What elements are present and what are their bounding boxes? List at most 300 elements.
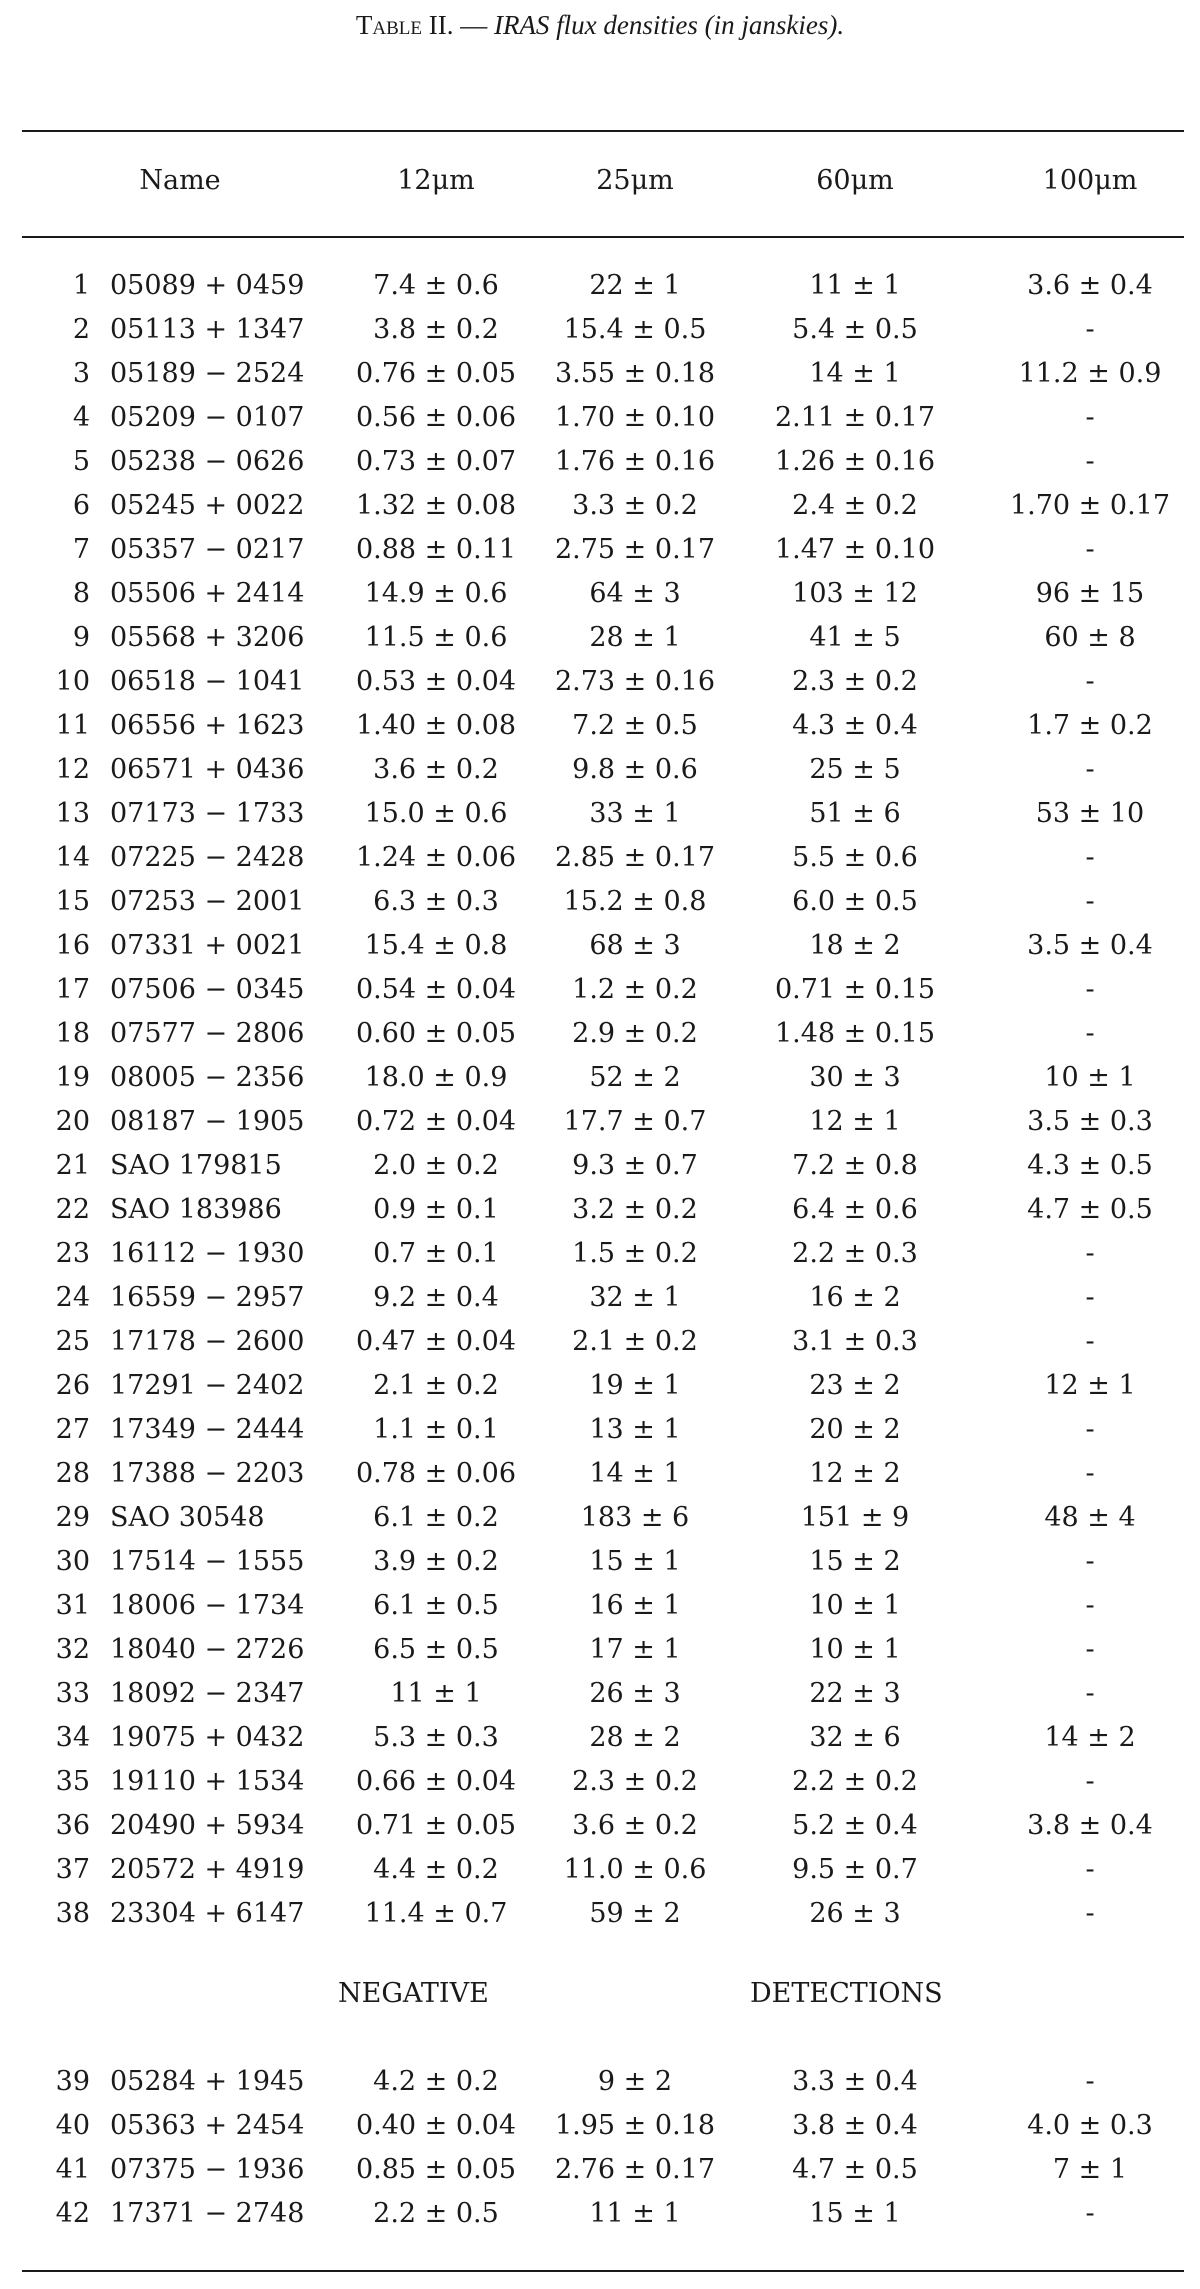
- source-name: 07577 − 2806: [110, 1018, 305, 1049]
- source-name: 05506 + 2414: [110, 578, 305, 609]
- flux-25um: 13 ± 1: [589, 1414, 681, 1445]
- table-row: [0, 1810, 1200, 1850]
- flux-60um: 30 ± 3: [809, 1062, 901, 1093]
- flux-25um: 19 ± 1: [589, 1370, 681, 1401]
- row-number: 32: [55, 1634, 90, 1665]
- source-name: 17291 − 2402: [110, 1370, 305, 1401]
- row-number: 29: [55, 1502, 90, 1533]
- flux-12um: 1.32 ± 0.08: [355, 490, 517, 521]
- flux-100um: -: [1085, 2066, 1095, 2097]
- flux-100um: 1.70 ± 0.17: [1009, 490, 1171, 521]
- table-row: [0, 1370, 1200, 1410]
- flux-100um: -: [1085, 754, 1095, 785]
- flux-12um: 0.76 ± 0.05: [355, 358, 517, 389]
- flux-60um: 18 ± 2: [809, 930, 901, 961]
- flux-60um: 3.8 ± 0.4: [792, 2110, 918, 2141]
- flux-60um: 5.5 ± 0.6: [792, 842, 918, 873]
- row-number: 36: [55, 1810, 90, 1841]
- flux-25um: 28 ± 2: [589, 1722, 681, 1753]
- flux-60um: 2.3 ± 0.2: [792, 666, 918, 697]
- source-name: 07253 − 2001: [110, 886, 305, 917]
- source-name: 05238 − 0626: [110, 446, 305, 477]
- flux-60um: 23 ± 2: [809, 1370, 901, 1401]
- flux-100um: 7 ± 1: [1052, 2154, 1128, 2185]
- flux-25um: 2.9 ± 0.2: [572, 1018, 698, 1049]
- flux-60um: 2.2 ± 0.3: [792, 1238, 918, 1269]
- source-name: 05189 − 2524: [110, 358, 305, 389]
- flux-60um: 32 ± 6: [809, 1722, 901, 1753]
- flux-60um: 12 ± 2: [809, 1458, 901, 1489]
- table-row: [0, 710, 1200, 750]
- source-name: 05245 + 0022: [110, 490, 305, 521]
- header-60um: 60μm: [816, 165, 894, 196]
- flux-60um: 5.2 ± 0.4: [792, 1810, 918, 1841]
- table-row: [0, 1678, 1200, 1718]
- flux-25um: 22 ± 1: [589, 270, 681, 301]
- row-number: 21: [55, 1150, 90, 1181]
- flux-25um: 1.76 ± 0.16: [554, 446, 716, 477]
- flux-12um: 2.0 ± 0.2: [373, 1150, 499, 1181]
- flux-12um: 15.0 ± 0.6: [364, 798, 508, 829]
- row-number: 33: [55, 1678, 90, 1709]
- flux-60um: 2.2 ± 0.2: [792, 1766, 918, 1797]
- flux-100um: -: [1085, 1766, 1095, 1797]
- flux-12um: 6.3 ± 0.3: [373, 886, 499, 917]
- flux-25um: 14 ± 1: [589, 1458, 681, 1489]
- flux-12um: 3.6 ± 0.2: [373, 754, 499, 785]
- source-name: 05089 + 0459: [110, 270, 305, 301]
- source-name: 20572 + 4919: [110, 1854, 305, 1885]
- flux-100um: 4.0 ± 0.3: [1027, 2110, 1153, 2141]
- flux-25um: 26 ± 3: [589, 1678, 681, 1709]
- flux-100um: 12 ± 1: [1044, 1370, 1136, 1401]
- flux-60um: 26 ± 3: [809, 1898, 901, 1929]
- flux-60um: 4.3 ± 0.4: [792, 710, 918, 741]
- flux-25um: 3.6 ± 0.2: [572, 1810, 698, 1841]
- flux-25um: 7.2 ± 0.5: [572, 710, 698, 741]
- flux-12um: 7.4 ± 0.6: [373, 270, 499, 301]
- table-label: Table II.: [355, 10, 454, 40]
- flux-100um: 96 ± 15: [1035, 578, 1145, 609]
- source-name: 05568 + 3206: [110, 622, 305, 653]
- flux-12um: 4.2 ± 0.2: [373, 2066, 499, 2097]
- row-number: 38: [55, 1898, 90, 1929]
- flux-60um: 11 ± 1: [809, 270, 901, 301]
- flux-100um: -: [1085, 666, 1095, 697]
- source-name: 19075 + 0432: [110, 1722, 305, 1753]
- flux-60um: 12 ± 1: [809, 1106, 901, 1137]
- flux-12um: 0.9 ± 0.1: [373, 1194, 499, 1225]
- flux-100um: -: [1085, 402, 1095, 433]
- source-name: 23304 + 6147: [110, 1898, 305, 1929]
- flux-25um: 17 ± 1: [589, 1634, 681, 1665]
- flux-25um: 33 ± 1: [589, 798, 681, 829]
- flux-100um: 4.3 ± 0.5: [1027, 1150, 1153, 1181]
- table-caption: [0, 10, 1200, 41]
- table-row: [0, 622, 1200, 662]
- flux-25um: 9.3 ± 0.7: [572, 1150, 698, 1181]
- flux-12um: 0.88 ± 0.11: [355, 534, 517, 565]
- row-number: 35: [55, 1766, 90, 1797]
- flux-100um: -: [1085, 1238, 1095, 1269]
- flux-25um: 2.76 ± 0.17: [554, 2154, 716, 2185]
- flux-12um: 0.54 ± 0.04: [355, 974, 517, 1005]
- flux-100um: -: [1085, 1898, 1095, 1929]
- flux-12um: 0.66 ± 0.04: [355, 1766, 517, 1797]
- flux-25um: 1.70 ± 0.10: [554, 402, 716, 433]
- source-name: 07173 − 1733: [110, 798, 305, 829]
- flux-12um: 1.1 ± 0.1: [373, 1414, 499, 1445]
- flux-60um: 5.4 ± 0.5: [792, 314, 918, 345]
- source-name: 07375 − 1936: [110, 2154, 305, 2185]
- flux-60um: 6.4 ± 0.6: [792, 1194, 918, 1225]
- flux-12um: 0.47 ± 0.04: [355, 1326, 517, 1357]
- table-row: [0, 974, 1200, 1014]
- row-number: 10: [55, 666, 90, 697]
- table-row: [0, 842, 1200, 882]
- flux-60um: 41 ± 5: [809, 622, 901, 653]
- table-row: [0, 1106, 1200, 1146]
- flux-100um: -: [1085, 1634, 1095, 1665]
- flux-12um: 6.5 ± 0.5: [373, 1634, 499, 1665]
- flux-12um: 11.5 ± 0.6: [364, 622, 508, 653]
- row-number: 11: [55, 710, 90, 741]
- source-name: 19110 + 1534: [110, 1766, 305, 1797]
- flux-25um: 3.55 ± 0.18: [554, 358, 716, 389]
- flux-60um: 4.7 ± 0.5: [792, 2154, 918, 2185]
- flux-100um: 4.7 ± 0.5: [1027, 1194, 1153, 1225]
- source-name: 08005 − 2356: [110, 1062, 305, 1093]
- flux-60um: 3.1 ± 0.3: [792, 1326, 918, 1357]
- flux-25um: 68 ± 3: [589, 930, 681, 961]
- source-name: 17349 − 2444: [110, 1414, 305, 1445]
- flux-100um: 3.6 ± 0.4: [1027, 270, 1153, 301]
- row-number: 19: [55, 1062, 90, 1093]
- flux-12um: 18.0 ± 0.9: [364, 1062, 508, 1093]
- header-25um: 25μm: [596, 165, 674, 196]
- row-number: 5: [72, 446, 90, 477]
- flux-60um: 14 ± 1: [809, 358, 901, 389]
- source-name: 06518 − 1041: [110, 666, 305, 697]
- table-row: [0, 578, 1200, 618]
- flux-100um: -: [1085, 314, 1095, 345]
- source-name: 05357 − 0217: [110, 534, 305, 565]
- table-row: [0, 534, 1200, 574]
- flux-60um: 1.48 ± 0.15: [774, 1018, 936, 1049]
- source-name: 18040 − 2726: [110, 1634, 305, 1665]
- flux-12um: 0.71 ± 0.05: [355, 1810, 517, 1841]
- flux-100um: 3.8 ± 0.4: [1027, 1810, 1153, 1841]
- row-number: 31: [55, 1590, 90, 1621]
- flux-100um: -: [1085, 446, 1095, 477]
- table-row: [0, 2066, 1200, 2106]
- row-number: 9: [72, 622, 90, 653]
- flux-100um: -: [1085, 534, 1095, 565]
- flux-25um: 32 ± 1: [589, 1282, 681, 1313]
- flux-100um: -: [1085, 1546, 1095, 1577]
- flux-12um: 0.78 ± 0.06: [355, 1458, 517, 1489]
- table-row: [0, 270, 1200, 310]
- bottom-rule: [22, 2270, 1184, 2272]
- flux-100um: -: [1085, 1282, 1095, 1313]
- flux-25um: 15 ± 1: [589, 1546, 681, 1577]
- row-number: 2: [72, 314, 90, 345]
- flux-60um: 1.26 ± 0.16: [774, 446, 936, 477]
- source-name: 05284 + 1945: [110, 2066, 305, 2097]
- table-row: [0, 402, 1200, 442]
- source-name: 20490 + 5934: [110, 1810, 305, 1841]
- table-row: [0, 358, 1200, 398]
- flux-12um: 2.1 ± 0.2: [373, 1370, 499, 1401]
- table-row: [0, 930, 1200, 970]
- flux-12um: 6.1 ± 0.2: [373, 1502, 499, 1533]
- flux-60um: 3.3 ± 0.4: [792, 2066, 918, 2097]
- row-number: 41: [55, 2154, 90, 2185]
- flux-100um: -: [1085, 1590, 1095, 1621]
- row-number: 1: [72, 270, 90, 301]
- source-name: 05113 + 1347: [110, 314, 305, 345]
- flux-60um: 1.47 ± 0.10: [774, 534, 936, 565]
- flux-12um: 15.4 ± 0.8: [364, 930, 508, 961]
- row-number: 15: [55, 886, 90, 917]
- flux-25um: 9 ± 2: [597, 2066, 673, 2097]
- row-number: 20: [55, 1106, 90, 1137]
- row-number: 14: [55, 842, 90, 873]
- source-name: 08187 − 1905: [110, 1106, 305, 1137]
- flux-12um: 3.8 ± 0.2: [373, 314, 499, 345]
- flux-25um: 3.2 ± 0.2: [572, 1194, 698, 1225]
- flux-12um: 5.3 ± 0.3: [373, 1722, 499, 1753]
- table-row: [0, 1898, 1200, 1938]
- detections-label: DETECTIONS: [750, 1978, 943, 2009]
- flux-12um: 0.56 ± 0.06: [355, 402, 517, 433]
- flux-60um: 9.5 ± 0.7: [792, 1854, 918, 1885]
- flux-12um: 14.9 ± 0.6: [364, 578, 508, 609]
- top-rule: [22, 130, 1184, 132]
- table-row: [0, 1546, 1200, 1586]
- flux-100um: 3.5 ± 0.4: [1027, 930, 1153, 961]
- flux-100um: -: [1085, 1414, 1095, 1445]
- flux-25um: 15.2 ± 0.8: [563, 886, 707, 917]
- flux-100um: 11.2 ± 0.9: [1018, 358, 1162, 389]
- row-number: 22: [55, 1194, 90, 1225]
- table-row: [0, 886, 1200, 926]
- flux-12um: 0.60 ± 0.05: [355, 1018, 517, 1049]
- table-row: [0, 1854, 1200, 1894]
- flux-100um: 10 ± 1: [1044, 1062, 1136, 1093]
- flux-100um: 3.5 ± 0.3: [1027, 1106, 1153, 1137]
- table-row: [0, 2198, 1200, 2238]
- flux-12um: 4.4 ± 0.2: [373, 1854, 499, 1885]
- flux-12um: 11.4 ± 0.7: [364, 1898, 508, 1929]
- table-row: [0, 490, 1200, 530]
- flux-60um: 10 ± 1: [809, 1634, 901, 1665]
- table-row: [0, 1018, 1200, 1058]
- row-number: 3: [72, 358, 90, 389]
- row-number: 12: [55, 754, 90, 785]
- table-title: IRAS flux densities (in janskies).: [493, 10, 845, 40]
- source-name: 18092 − 2347: [110, 1678, 305, 1709]
- flux-25um: 2.1 ± 0.2: [572, 1326, 698, 1357]
- flux-12um: 0.73 ± 0.07: [355, 446, 517, 477]
- header-rule: [22, 236, 1184, 238]
- flux-12um: 11 ± 1: [390, 1678, 482, 1709]
- source-name: 07331 + 0021: [110, 930, 305, 961]
- table-row: [0, 1194, 1200, 1234]
- flux-25um: 28 ± 1: [589, 622, 681, 653]
- source-name: 06571 + 0436: [110, 754, 305, 785]
- flux-100um: -: [1085, 974, 1095, 1005]
- flux-60um: 22 ± 3: [809, 1678, 901, 1709]
- table-row: [0, 446, 1200, 486]
- flux-12um: 2.2 ± 0.5: [373, 2198, 499, 2229]
- flux-25um: 17.7 ± 0.7: [563, 1106, 707, 1137]
- flux-100um: -: [1085, 1678, 1095, 1709]
- row-number: 37: [55, 1854, 90, 1885]
- flux-100um: 14 ± 2: [1044, 1722, 1136, 1753]
- flux-12um: 6.1 ± 0.5: [373, 1590, 499, 1621]
- flux-25um: 2.3 ± 0.2: [572, 1766, 698, 1797]
- flux-100um: -: [1085, 1854, 1095, 1885]
- row-number: 4: [72, 402, 90, 433]
- flux-60um: 51 ± 6: [809, 798, 901, 829]
- flux-25um: 9.8 ± 0.6: [572, 754, 698, 785]
- flux-100um: -: [1085, 842, 1095, 873]
- negative-label: NEGATIVE: [338, 1978, 489, 2009]
- flux-25um: 11 ± 1: [589, 2198, 681, 2229]
- table-row: [0, 1458, 1200, 1498]
- flux-25um: 59 ± 2: [589, 1898, 681, 1929]
- flux-25um: 15.4 ± 0.5: [563, 314, 707, 345]
- flux-100um: -: [1085, 2198, 1095, 2229]
- table-row: [0, 1590, 1200, 1630]
- row-number: 27: [55, 1414, 90, 1445]
- table-row: [0, 1634, 1200, 1674]
- row-number: 34: [55, 1722, 90, 1753]
- row-number: 26: [55, 1370, 90, 1401]
- source-name: 17388 − 2203: [110, 1458, 305, 1489]
- source-name: 06556 + 1623: [110, 710, 305, 741]
- source-name: SAO 183986: [110, 1194, 282, 1225]
- table-row: [0, 1502, 1200, 1542]
- table-row: [0, 2110, 1200, 2150]
- row-number: 18: [55, 1018, 90, 1049]
- flux-100um: -: [1085, 1326, 1095, 1357]
- flux-25um: 3.3 ± 0.2: [572, 490, 698, 521]
- table-row: [0, 1766, 1200, 1806]
- row-number: 6: [72, 490, 90, 521]
- flux-100um: 1.7 ± 0.2: [1027, 710, 1153, 741]
- flux-60um: 2.11 ± 0.17: [774, 402, 936, 433]
- flux-25um: 1.2 ± 0.2: [572, 974, 698, 1005]
- row-number: 30: [55, 1546, 90, 1577]
- flux-12um: 0.7 ± 0.1: [373, 1238, 499, 1269]
- source-name: 17178 − 2600: [110, 1326, 305, 1357]
- table-row: [0, 1722, 1200, 1762]
- caption-dash: —: [460, 10, 488, 40]
- table-row: [0, 1414, 1200, 1454]
- source-name: 16112 − 1930: [110, 1238, 305, 1269]
- source-name: 07225 − 2428: [110, 842, 305, 873]
- flux-12um: 0.85 ± 0.05: [355, 2154, 517, 2185]
- row-number: 13: [55, 798, 90, 829]
- row-number: 24: [55, 1282, 90, 1313]
- flux-60um: 15 ± 1: [809, 2198, 901, 2229]
- source-name: 17514 − 1555: [110, 1546, 305, 1577]
- row-number: 7: [72, 534, 90, 565]
- flux-12um: 1.40 ± 0.08: [355, 710, 517, 741]
- flux-100um: -: [1085, 1018, 1095, 1049]
- flux-12um: 0.40 ± 0.04: [355, 2110, 517, 2141]
- flux-25um: 1.95 ± 0.18: [554, 2110, 716, 2141]
- flux-60um: 25 ± 5: [809, 754, 901, 785]
- row-number: 42: [55, 2198, 90, 2229]
- source-name: 18006 − 1734: [110, 1590, 305, 1621]
- flux-25um: 183 ± 6: [580, 1502, 690, 1533]
- flux-60um: 10 ± 1: [809, 1590, 901, 1621]
- table-row: [0, 1238, 1200, 1278]
- flux-60um: 0.71 ± 0.15: [774, 974, 936, 1005]
- flux-60um: 151 ± 9: [800, 1502, 910, 1533]
- flux-100um: -: [1085, 1458, 1095, 1489]
- table-row: [0, 1282, 1200, 1322]
- flux-100um: 48 ± 4: [1044, 1502, 1136, 1533]
- table-row: [0, 1150, 1200, 1190]
- flux-12um: 0.72 ± 0.04: [355, 1106, 517, 1137]
- source-name: SAO 179815: [110, 1150, 282, 1181]
- source-name: 07506 − 0345: [110, 974, 305, 1005]
- table-row: [0, 754, 1200, 794]
- flux-60um: 15 ± 2: [809, 1546, 901, 1577]
- flux-25um: 64 ± 3: [589, 578, 681, 609]
- flux-25um: 1.5 ± 0.2: [572, 1238, 698, 1269]
- source-name: 05209 − 0107: [110, 402, 305, 433]
- source-name: 17371 − 2748: [110, 2198, 305, 2229]
- table-row: [0, 1062, 1200, 1102]
- row-number: 40: [55, 2110, 90, 2141]
- table-row: [0, 666, 1200, 706]
- flux-60um: 2.4 ± 0.2: [792, 490, 918, 521]
- flux-60um: 20 ± 2: [809, 1414, 901, 1445]
- flux-25um: 2.75 ± 0.17: [554, 534, 716, 565]
- flux-60um: 7.2 ± 0.8: [792, 1150, 918, 1181]
- flux-25um: 52 ± 2: [589, 1062, 681, 1093]
- row-number: 25: [55, 1326, 90, 1357]
- flux-100um: 53 ± 10: [1035, 798, 1145, 829]
- flux-100um: -: [1085, 886, 1095, 917]
- flux-25um: 2.73 ± 0.16: [554, 666, 716, 697]
- row-number: 8: [72, 578, 90, 609]
- header-100um: 100μm: [1042, 165, 1138, 196]
- flux-60um: 103 ± 12: [792, 578, 918, 609]
- header-12um: 12μm: [397, 165, 475, 196]
- flux-60um: 6.0 ± 0.5: [792, 886, 918, 917]
- row-number: 39: [55, 2066, 90, 2097]
- flux-12um: 3.9 ± 0.2: [373, 1546, 499, 1577]
- source-name: 16559 − 2957: [110, 1282, 305, 1313]
- flux-100um: 60 ± 8: [1044, 622, 1136, 653]
- flux-25um: 11.0 ± 0.6: [563, 1854, 707, 1885]
- flux-12um: 9.2 ± 0.4: [373, 1282, 499, 1313]
- flux-12um: 1.24 ± 0.06: [355, 842, 517, 873]
- flux-12um: 0.53 ± 0.04: [355, 666, 517, 697]
- source-name: SAO 30548: [110, 1502, 265, 1533]
- row-number: 28: [55, 1458, 90, 1489]
- row-number: 16: [55, 930, 90, 961]
- table-row: [0, 2154, 1200, 2194]
- flux-25um: 2.85 ± 0.17: [554, 842, 716, 873]
- flux-60um: 16 ± 2: [809, 1282, 901, 1313]
